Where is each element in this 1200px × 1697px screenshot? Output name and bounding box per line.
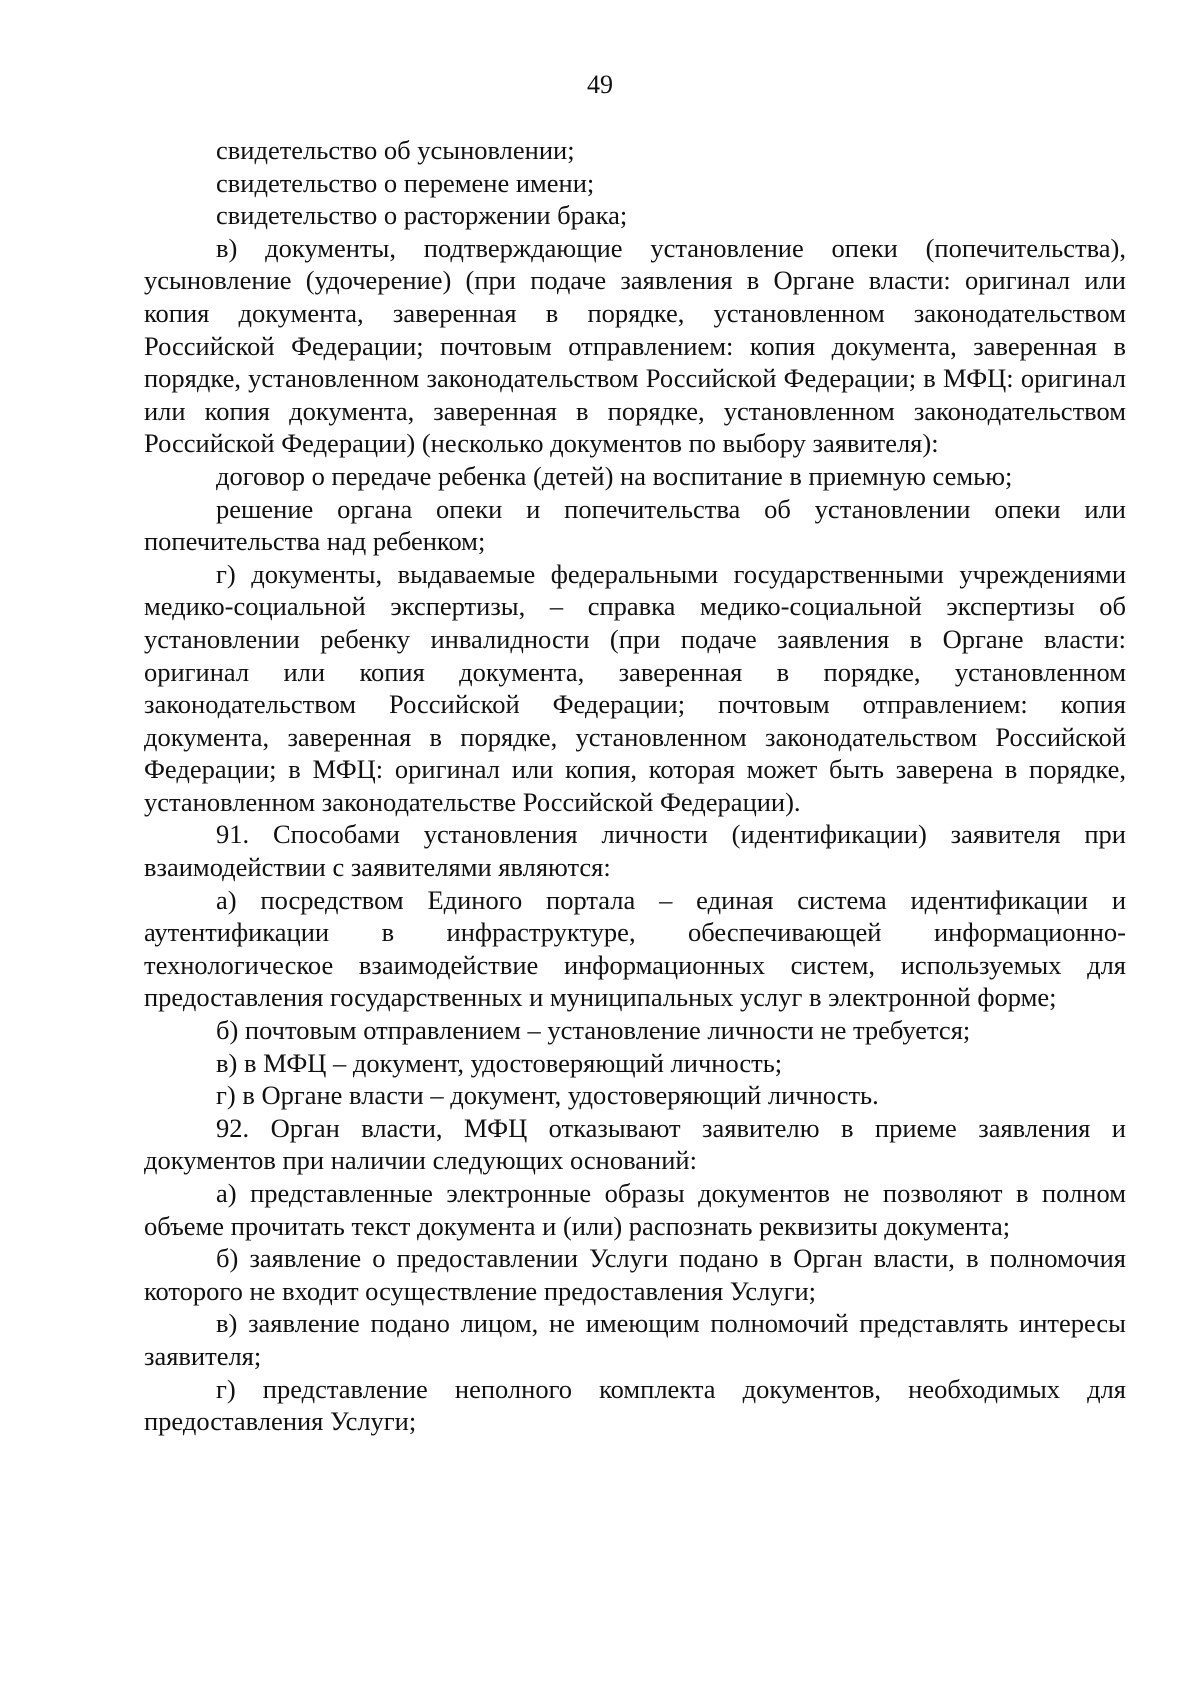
paragraph-clause-92: 92. Орган власти, МФЦ отказывают заявителю в приеме заявления и документов при наличии следующих оснований: <box>144 1112 1126 1176</box>
paragraph-foster-family-contract: договор о передаче ребенка (детей) на воспитание в приемную семью; <box>216 460 1013 491</box>
paragraph-name-change-certificate: свидетельство о перемене имени; <box>216 167 595 198</box>
paragraph-clause-91-item-g: г) в Органе власти – документ, удостоверяющий личность. <box>216 1080 879 1111</box>
paragraph-clause-92-item-g: г) представление неполного комплекта документов, необходимых для предоставления Услуги; <box>144 1373 1126 1437</box>
paragraph-guardianship-decision: решение органа опеки и попечительства об установлении опеки или попечительства над ребенком; <box>144 493 1126 557</box>
paragraph-clause-92-item-v: в) заявление подано лицом, не имеющим полномочий представлять интересы заявителя; <box>144 1308 1126 1371</box>
page-number: 49 <box>587 70 613 99</box>
paragraph-clause-92-item-b: б) заявление о предоставлении Услуги подано в Орган власти, в полномочия которого не входит осуществление предоставления Услуги; <box>144 1243 1126 1306</box>
paragraph-clause-91-item-a: а) посредством Единого портала – единая система идентификации и аутентификации в инфраструктуре, обеспечивающей информационно-технологическое взаимодействие информационных систем, используемых для предоставления государственных и муниципальных услуг в электронной форме; <box>144 884 1126 1013</box>
paragraph-divorce-certificate: свидетельство о расторжении брака; <box>216 200 628 231</box>
document-body <box>144 134 1126 1438</box>
paragraph-clause-91-item-v: в) в МФЦ – документ, удостоверяющий личность; <box>216 1047 783 1078</box>
paragraph-adoption-certificate: свидетельство об усыновлении; <box>216 135 575 165</box>
paragraph-clause-91: 91. Способами установления личности (идентификации) заявителя при взаимодействии с заявителями являются: <box>144 819 1126 883</box>
paragraph-clause-92-item-a: а) представленные электронные образы документов не позволяют в полном объеме прочитать текст документа и (или) распознать реквизиты документа; <box>144 1178 1126 1241</box>
paragraph-clause-91-item-b: б) почтовым отправлением – установление личности не требуется; <box>216 1015 971 1046</box>
paragraph-item-g-disability-certificate: г) документы, выдаваемые федеральными государственными учреждениями медико-социальной экспертизы, – справка медико-социальной экспертизы об установлении ребенку инвалидности (при подаче заявления в Органе власти: оригинал или копия документа, заверенная в порядке, установленном законодательством Российской Федерации; почтовым отправлением: копия документа, заверенная в порядке, установленном законодательством Российской Федерации; в МФЦ: оригинал или копия, которая может быть заверена в порядке, установленном законодательстве Российской Федерации). <box>144 558 1126 817</box>
paragraph-item-v-guardianship-docs: в) документы, подтверждающие установление опеки (попечительства), усыновление (удочерение) (при подаче заявления в Органе власти: оригинал или копия документа, заверенная в порядке, установленном законодательством Российской Федерации; почтовым отправлением: копия документа, заверенная в порядке, установленном законодательством Российской Федерации; в МФЦ: оригинал или копия документа, заверенная в порядке, установленном законодательством Российской Федерации) (несколько документов по выбору заявителя): <box>144 232 1126 459</box>
